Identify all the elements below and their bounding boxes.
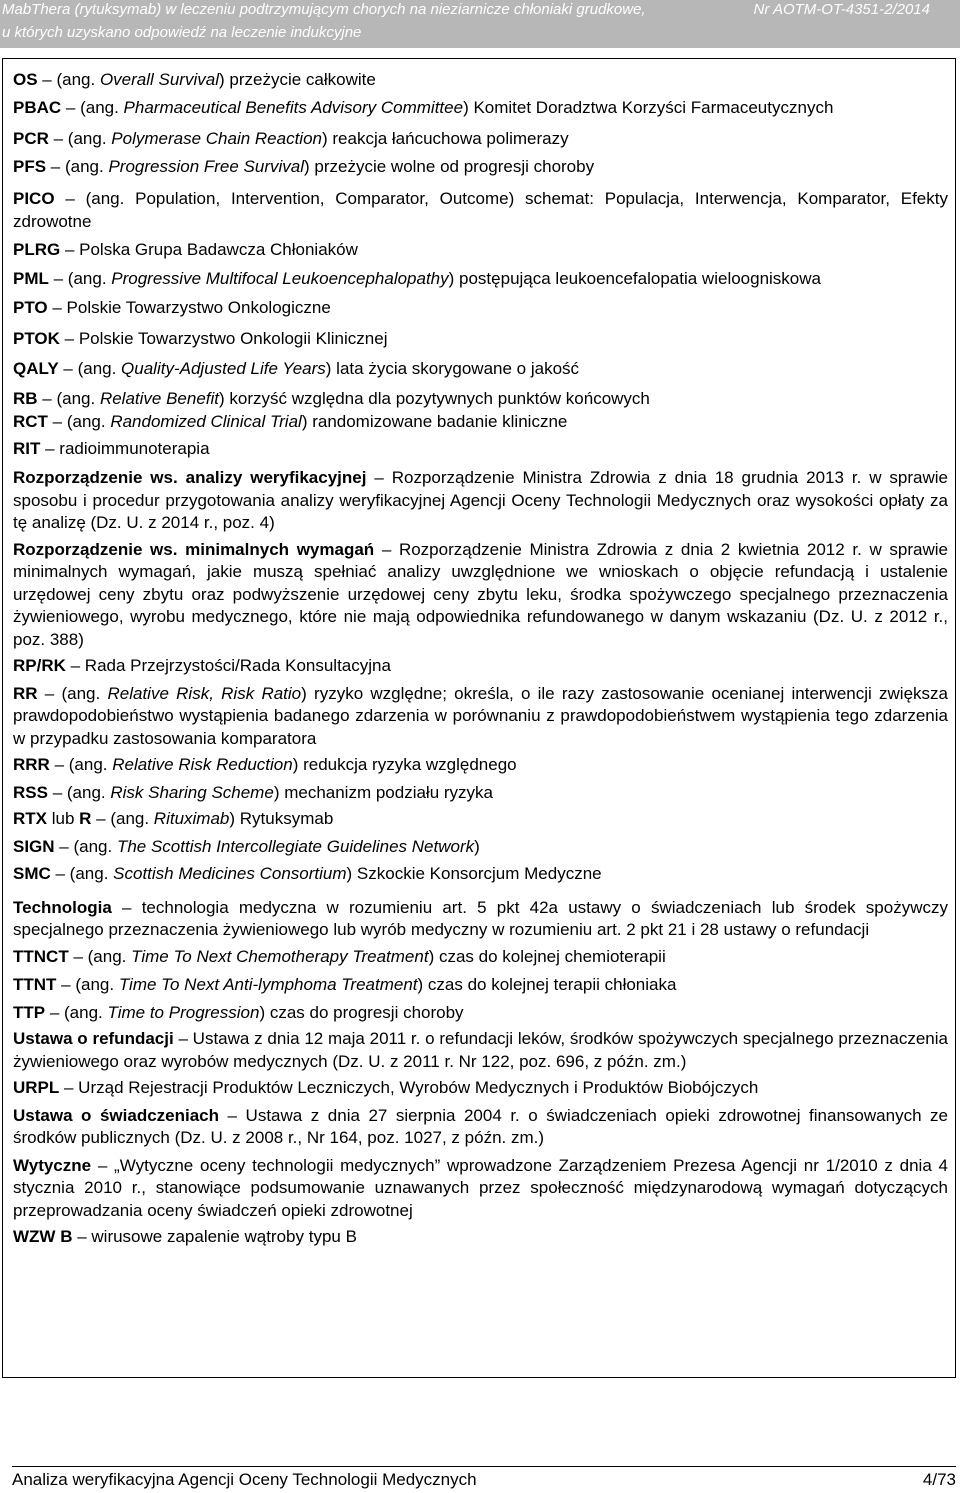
list-item	[13, 239, 948, 262]
abbreviation-term: TTNT	[13, 975, 57, 994]
definition-text: ) czas do kolejnej terapii chłoniaka	[417, 975, 677, 994]
abbreviation-term: Ustawa o refundacji	[13, 1029, 174, 1048]
definition-text: – Urząd Rejestracji Produktów Leczniczych, Wyrobów Medycznych i Produktów Biobójczych	[59, 1078, 759, 1097]
abbreviation-term: PCR	[13, 129, 49, 148]
header-title-line2: u których uzyskano odpowiedź na leczenie indukcyjne	[2, 24, 362, 41]
english-expansion: Risk Sharing Scheme	[110, 782, 274, 802]
definition-text: ) przeżycie wolne od progresji choroby	[304, 156, 595, 176]
abbreviation-term: TTP	[13, 1002, 46, 1022]
abbreviation-term: PTOK	[13, 328, 60, 348]
english-expansion: Pharmaceutical Benefits Advisory Committee	[123, 97, 464, 117]
definition-text: – Polskie Towarzystwo Onkologiczne	[47, 298, 331, 317]
definition-text: ) czas do kolejnej chemioterapii	[428, 946, 666, 966]
list-item	[13, 1226, 948, 1249]
abbreviation-term: RRR	[13, 755, 50, 774]
definition-text: ) korzyść względna dla pozytywnych punktów końcowych	[219, 388, 650, 408]
list-item	[13, 1028, 948, 1073]
list-item	[13, 897, 948, 942]
abbreviation-term: RTX	[13, 809, 47, 828]
abbreviation-term: PFS	[13, 156, 47, 176]
definition-text: – (ang.	[61, 97, 124, 117]
definition-text: )	[474, 836, 480, 856]
abbreviation-term: Wytyczne	[13, 1155, 92, 1175]
english-expansion: Overall Survival	[99, 70, 219, 89]
english-expansion: Time To Next Anti-lymphoma Treatment	[118, 975, 418, 994]
abbreviations-box	[2, 58, 956, 1378]
definition-text: – Ustawa z dnia 27 sierpnia 2004 r. o świadczeniach opieki zdrowotnej finansowanych ze środków publicznych (Dz. U. z 2008 r., Nr 164, poz. 1027, z późn. zm.)	[13, 1105, 949, 1147]
list-item	[13, 188, 948, 233]
english-expansion: Rituximab	[153, 809, 230, 828]
list-item	[13, 863, 948, 886]
definition-text: – (ang.	[91, 809, 154, 828]
english-expansion: Time to Progression	[107, 1002, 260, 1022]
definition-text: – (ang.	[68, 946, 132, 966]
definition-text: ) postępująca leukoencefalopatia wieloogniskowa	[448, 268, 821, 288]
list-item	[13, 1105, 948, 1150]
list-item	[13, 467, 948, 535]
header-reference-number: Nr AOTM-OT-4351-2/2014	[753, 1, 930, 18]
abbreviation-term: QALY	[13, 359, 59, 378]
english-expansion: The Scottish Intercollegiate Guidelines Network	[116, 836, 475, 856]
abbreviation-term: R	[79, 809, 92, 828]
abbreviation-term: RIT	[13, 438, 41, 458]
abbreviation-term: Rozporządzenie ws. analizy weryfikacyjnej	[13, 468, 367, 487]
header-title-line1: MabThera (rytuksymab) w leczeniu podtrzymującym chorych na nieziarnicze chłoniaki grudkowe,	[2, 1, 646, 18]
abbreviation-term: Rozporządzenie ws. minimalnych wymagań	[13, 539, 375, 559]
list-item	[13, 328, 948, 351]
definition-text: ) Szkockie Konsorcjum Medyczne	[346, 864, 602, 883]
definition-text: ) randomizowane badanie kliniczne	[301, 412, 568, 431]
definition-text: ) Rytuksymab	[229, 809, 334, 828]
list-item	[13, 754, 948, 777]
definition-text: – (ang.	[54, 836, 117, 856]
definition-text: ) reakcja łańcuchowa polimerazy	[322, 129, 569, 148]
definition-text: ) Komitet Doradztwa Korzyści Farmaceutycznych	[463, 97, 834, 117]
list-item	[13, 411, 948, 434]
definition-text: – (ang.	[50, 864, 114, 883]
list-item	[13, 156, 948, 179]
abbreviation-term: RB	[13, 388, 38, 408]
abbreviation-term: TTNCT	[13, 946, 69, 966]
definition-text: – (ang.	[49, 755, 113, 774]
abbreviation-term: PTO	[13, 298, 48, 317]
list-item	[13, 268, 948, 291]
english-expansion: Progression Free Survival	[108, 156, 305, 176]
english-expansion: Relative Risk Reduction	[112, 755, 293, 774]
list-item	[13, 946, 948, 969]
english-expansion: Progressive Multifocal Leukoencephalopathy	[111, 268, 449, 288]
list-item	[13, 97, 948, 120]
definition-text: – Polska Grupa Badawcza Chłoniaków	[60, 240, 358, 259]
abbreviation-term: RR	[13, 683, 38, 703]
definition-text: – (ang.	[56, 975, 119, 994]
definition-text: ) lata życia skorygowane o jakość	[325, 359, 580, 378]
definition-text: – (ang.	[37, 388, 100, 408]
abbreviation-term: RSS	[13, 782, 48, 802]
list-item	[13, 297, 948, 320]
definition-text: – (ang. Population, Intervention, Comparator, Outcome) schemat: Populacja, Interwencja, Komparator, Efekty zdrowotne	[13, 189, 948, 231]
definition-text: – Polskie Towarzystwo Onkologii Klinicznej	[59, 328, 388, 348]
list-item	[13, 128, 948, 151]
definition-text: – technologia medyczna w rozumieniu art. 5 pkt 42a ustawy o świadczeniach lub środek spożywczy specjalnego przeznaczenia żywieniowego lub wyrób medyczny w rozumieniu art. 2 pkt 21 i 28 ustawy o refundacji	[13, 897, 948, 939]
abbreviation-term: PBAC	[13, 97, 62, 117]
list-item	[13, 438, 948, 461]
abbreviation-term: SMC	[13, 864, 51, 883]
definition-text: – Rada Przejrzystości/Rada Konsultacyjna	[65, 656, 391, 675]
list-item	[13, 1002, 948, 1025]
definition-text: ) mechanizm podziału ryzyka	[273, 782, 494, 802]
list-item	[13, 358, 948, 381]
footer-title: Analiza weryfikacyjna Agencji Oceny Technologii Medycznych	[12, 1470, 477, 1489]
definition-text: – (ang.	[58, 359, 122, 378]
definition-text: ) czas do progresji choroby	[259, 1002, 464, 1022]
definition-text: – Rozporządzenie Ministra Zdrowia z dnia 2 kwietnia 2012 r. w sprawie minimalnych wymagań, jakie muszą spełniać analizy uwzględnione we wnioskach o objęcie refundacją i ustalenie urzędowej ceny zbytu oraz podwyższenie urzędowej ceny zbytu leku, środka spożywczego specjalnego przeznaczenia żywieniowego, wyrobu medycznego, które nie mają odpowiednika refundowanego w danym wskazaniu (Dz. U. z 2012 r., poz. 388)	[13, 539, 948, 649]
abbreviation-term: Technologia	[13, 897, 112, 917]
abbreviation-term: URPL	[13, 1078, 60, 1097]
definition-text: – Rozporządzenie Ministra Zdrowia z dnia 18 grudnia 2013 r. w sprawie sposobu i procedur przygotowania analizy weryfikacyjnej Agencji Oceny Technologii Medycznych oraz wysokości opłaty za tę analizę (Dz. U. z 2014 r., poz. 4)	[13, 468, 948, 532]
definition-text: – (ang.	[37, 683, 108, 703]
definition-text: – (ang.	[47, 782, 111, 802]
list-item	[13, 808, 948, 831]
abbreviation-term: PLRG	[13, 240, 61, 259]
definition-text: – (ang.	[45, 1002, 108, 1022]
footer-rule	[12, 1466, 956, 1467]
list-item	[13, 1077, 948, 1100]
abbreviation-term: SIGN	[13, 836, 55, 856]
english-expansion: Randomized Clinical Trial	[110, 412, 302, 431]
list-item	[13, 388, 948, 411]
english-expansion: Relative Risk, Risk Ratio	[107, 683, 302, 703]
definition-text: lub	[47, 809, 80, 828]
abbreviation-term: WZW B	[13, 1227, 73, 1246]
list-item	[13, 683, 948, 751]
definition-text: ) przeżycie całkowite	[218, 70, 376, 89]
abbreviation-term: Ustawa o świadczeniach	[13, 1105, 220, 1125]
abbreviation-term: OS	[13, 70, 38, 89]
english-expansion: Scottish Medicines Consortium	[113, 864, 347, 883]
page-number: 4/73	[922, 1470, 956, 1489]
abbreviations-list	[13, 64, 948, 1249]
list-item	[13, 69, 948, 92]
list-item	[13, 655, 948, 678]
abbreviation-term: RP/RK	[13, 656, 66, 675]
abbreviation-term: PICO	[13, 189, 55, 208]
list-item	[13, 974, 948, 997]
definition-text: – (ang.	[48, 129, 112, 148]
definition-text: ) redukcja ryzyka względnego	[292, 755, 517, 774]
list-item	[13, 1155, 948, 1223]
english-expansion: Relative Benefit	[99, 388, 220, 408]
list-item	[13, 836, 948, 859]
definition-text: ) ryzyko względne; określa, o ile razy zastosowanie ocenianej interwencji zwiększa prawdopodobieństwo wystąpienia badanego zdarzenia w porównaniu z prawdopodobieństwem wystąpienia tego zdarzenia w przypadku zastosowania komparatora	[13, 683, 948, 748]
definition-text: – (ang.	[37, 70, 100, 89]
list-item	[13, 539, 948, 652]
english-expansion: Time To Next Chemotherapy Treatment	[131, 946, 429, 966]
list-item	[13, 782, 948, 805]
english-expansion: Polymerase Chain Reaction	[111, 129, 322, 148]
definition-text: – Ustawa z dnia 12 maja 2011 r. o refundacji leków, środków spożywczych specjalnego przeznaczenia żywieniowego oraz wyrobów medycznych (Dz. U. z 2011 r. Nr 122, poz. 696, z późn. zm.)	[13, 1029, 948, 1071]
definition-text: – radioimmunoterapia	[40, 438, 210, 458]
document-footer	[12, 1470, 956, 1490]
abbreviation-term: PML	[13, 268, 49, 288]
definition-text: – wirusowe zapalenie wątroby typu B	[72, 1227, 357, 1246]
definition-text: – (ang.	[46, 156, 109, 176]
abbreviation-term: RCT	[13, 412, 48, 431]
definition-text: – (ang.	[47, 412, 111, 431]
definition-text: – „Wytyczne oceny technologii medycznych” wprowadzone Zarządzeniem Prezesa Agencji nr 1/2010 z dnia 4 stycznia 2010 r., stanowiące podsumowanie uznawanych przez społeczność międzynarodową wymagań dotyczących przeprowadzania oceny świadczeń opieki zdrowotnej	[13, 1155, 948, 1220]
document-header	[0, 0, 960, 48]
english-expansion: Quality-Adjusted Life Years	[121, 359, 326, 378]
definition-text: – (ang.	[48, 268, 112, 288]
